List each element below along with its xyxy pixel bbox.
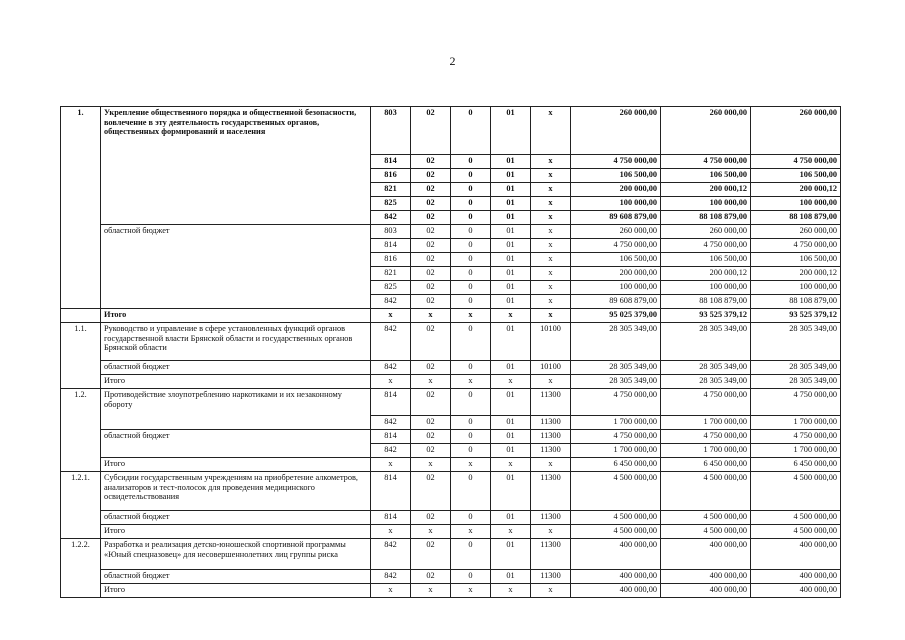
code-cell: 02 bbox=[411, 155, 451, 169]
amount-cell: 6 450 000,00 bbox=[751, 458, 841, 472]
code-cell: 0 bbox=[451, 539, 491, 570]
code-cell: 0 bbox=[451, 361, 491, 375]
amount-cell: 28 305 349,00 bbox=[661, 323, 751, 361]
code-cell: 01 bbox=[491, 389, 531, 416]
code-cell: 842 bbox=[371, 444, 411, 458]
code-cell: 11300 bbox=[531, 416, 571, 430]
code-cell: 01 bbox=[491, 472, 531, 511]
amount-cell: 200 000,12 bbox=[661, 267, 751, 281]
amount-cell: 4 500 000,00 bbox=[751, 472, 841, 511]
amount-cell: 1 700 000,00 bbox=[751, 444, 841, 458]
table-row bbox=[61, 570, 841, 584]
amount-cell: 260 000,00 bbox=[751, 107, 841, 155]
amount-cell: 6 450 000,00 bbox=[571, 458, 661, 472]
amount-cell: 4 500 000,00 bbox=[571, 472, 661, 511]
amount-cell: 100 000,00 bbox=[751, 281, 841, 295]
code-cell: х bbox=[531, 197, 571, 211]
code-cell: 842 bbox=[371, 323, 411, 361]
code-cell: х bbox=[451, 584, 491, 598]
row-number: 1.2.1. bbox=[61, 472, 101, 539]
table-row bbox=[61, 225, 841, 239]
code-cell: 0 bbox=[451, 253, 491, 267]
code-cell: х bbox=[371, 309, 411, 323]
table-row bbox=[61, 107, 841, 155]
code-cell: х bbox=[371, 584, 411, 598]
code-cell: 01 bbox=[491, 416, 531, 430]
code-cell: 01 bbox=[491, 323, 531, 361]
code-cell: 02 bbox=[411, 511, 451, 525]
amount-cell: 88 108 879,00 bbox=[751, 211, 841, 225]
code-cell: 02 bbox=[411, 472, 451, 511]
amount-cell: 106 500,00 bbox=[751, 253, 841, 267]
amount-cell: 4 500 000,00 bbox=[661, 472, 751, 511]
code-cell: 01 bbox=[491, 570, 531, 584]
amount-cell: 4 500 000,00 bbox=[661, 525, 751, 539]
code-cell: 0 bbox=[451, 225, 491, 239]
amount-cell: 4 500 000,00 bbox=[571, 511, 661, 525]
amount-cell: 93 525 379,12 bbox=[661, 309, 751, 323]
code-cell: х bbox=[411, 375, 451, 389]
code-cell: 01 bbox=[491, 361, 531, 375]
amount-cell: 1 700 000,00 bbox=[661, 444, 751, 458]
row-title: областной бюджет bbox=[101, 225, 371, 309]
row-number: 1. bbox=[61, 107, 101, 309]
code-cell: 0 bbox=[451, 570, 491, 584]
code-cell: х bbox=[451, 525, 491, 539]
code-cell: 11300 bbox=[531, 472, 571, 511]
code-cell: 0 bbox=[451, 511, 491, 525]
amount-cell: 93 525 379,12 bbox=[751, 309, 841, 323]
code-cell: 01 bbox=[491, 295, 531, 309]
amount-cell: 260 000,00 bbox=[571, 107, 661, 155]
code-cell: х bbox=[531, 584, 571, 598]
code-cell: 803 bbox=[371, 107, 411, 155]
code-cell: 814 bbox=[371, 511, 411, 525]
amount-cell: 260 000,00 bbox=[661, 107, 751, 155]
code-cell: 0 bbox=[451, 281, 491, 295]
amount-cell: 4 750 000,00 bbox=[571, 430, 661, 444]
code-cell: 01 bbox=[491, 239, 531, 253]
amount-cell: 106 500,00 bbox=[661, 169, 751, 183]
code-cell: 816 bbox=[371, 169, 411, 183]
code-cell: 816 bbox=[371, 253, 411, 267]
amount-cell: 4 750 000,00 bbox=[751, 430, 841, 444]
code-cell: х bbox=[451, 458, 491, 472]
code-cell: 01 bbox=[491, 197, 531, 211]
amount-cell: 100 000,00 bbox=[751, 197, 841, 211]
code-cell: 02 bbox=[411, 107, 451, 155]
amount-cell: 400 000,00 bbox=[751, 539, 841, 570]
code-cell: х bbox=[411, 309, 451, 323]
table-row bbox=[61, 539, 841, 570]
code-cell: 01 bbox=[491, 430, 531, 444]
code-cell: 11300 bbox=[531, 444, 571, 458]
amount-cell: 4 750 000,00 bbox=[661, 430, 751, 444]
code-cell: 02 bbox=[411, 197, 451, 211]
code-cell: 814 bbox=[371, 389, 411, 416]
code-cell: 842 bbox=[371, 416, 411, 430]
row-title: Руководство и управление в сфере установленных функций органов государственной власти Брянской области и государственных органов Брянской области bbox=[101, 323, 371, 361]
code-cell: 01 bbox=[491, 211, 531, 225]
code-cell: 0 bbox=[451, 169, 491, 183]
code-cell: х bbox=[531, 239, 571, 253]
row-number: 1.2. bbox=[61, 389, 101, 472]
code-cell: х bbox=[371, 525, 411, 539]
code-cell: 02 bbox=[411, 211, 451, 225]
amount-cell: 4 750 000,00 bbox=[751, 155, 841, 169]
amount-cell: 4 750 000,00 bbox=[571, 155, 661, 169]
code-cell: 0 bbox=[451, 107, 491, 155]
code-cell: 01 bbox=[491, 539, 531, 570]
amount-cell: 88 108 879,00 bbox=[661, 211, 751, 225]
code-cell: 02 bbox=[411, 361, 451, 375]
amount-cell: 100 000,00 bbox=[571, 197, 661, 211]
amount-cell: 4 750 000,00 bbox=[661, 389, 751, 416]
code-cell: 02 bbox=[411, 430, 451, 444]
amount-cell: 28 305 349,00 bbox=[571, 323, 661, 361]
amount-cell: 100 000,00 bbox=[661, 281, 751, 295]
code-cell: 01 bbox=[491, 253, 531, 267]
row-title: Разработка и реализация детско-юношеской спортивной программы «Юный спецназовец» для несовершеннолетних лиц группы риска bbox=[101, 539, 371, 570]
code-cell: 0 bbox=[451, 183, 491, 197]
code-cell: х bbox=[371, 458, 411, 472]
amount-cell: 28 305 349,00 bbox=[661, 361, 751, 375]
code-cell: х bbox=[531, 525, 571, 539]
code-cell: х bbox=[531, 309, 571, 323]
total-row bbox=[61, 584, 841, 598]
amount-cell: 400 000,00 bbox=[571, 570, 661, 584]
amount-cell: 106 500,00 bbox=[571, 169, 661, 183]
row-number bbox=[61, 309, 101, 323]
amount-cell: 106 500,00 bbox=[661, 253, 751, 267]
amount-cell: 4 750 000,00 bbox=[751, 239, 841, 253]
code-cell: х bbox=[531, 375, 571, 389]
code-cell: 842 bbox=[371, 361, 411, 375]
amount-cell: 28 305 349,00 bbox=[661, 375, 751, 389]
code-cell: 842 bbox=[371, 211, 411, 225]
code-cell: 01 bbox=[491, 183, 531, 197]
code-cell: 0 bbox=[451, 416, 491, 430]
amount-cell: 260 000,00 bbox=[571, 225, 661, 239]
code-cell: 02 bbox=[411, 183, 451, 197]
amount-cell: 200 000,00 bbox=[571, 267, 661, 281]
code-cell: 10100 bbox=[531, 323, 571, 361]
amount-cell: 28 305 349,00 bbox=[751, 361, 841, 375]
amount-cell: 4 500 000,00 bbox=[751, 511, 841, 525]
code-cell: х bbox=[531, 295, 571, 309]
total-row bbox=[61, 458, 841, 472]
code-cell: 0 bbox=[451, 197, 491, 211]
page-number: 2 bbox=[449, 54, 456, 68]
row-number: 1.1. bbox=[61, 323, 101, 389]
code-cell: х bbox=[491, 309, 531, 323]
code-cell: 01 bbox=[491, 107, 531, 155]
code-cell: х bbox=[411, 458, 451, 472]
code-cell: 814 bbox=[371, 155, 411, 169]
code-cell: 01 bbox=[491, 281, 531, 295]
code-cell: 803 bbox=[371, 225, 411, 239]
amount-cell: 100 000,00 bbox=[571, 281, 661, 295]
code-cell: 02 bbox=[411, 281, 451, 295]
code-cell: 842 bbox=[371, 295, 411, 309]
code-cell: 01 bbox=[491, 225, 531, 239]
code-cell: х bbox=[491, 584, 531, 598]
amount-cell: 4 750 000,00 bbox=[571, 389, 661, 416]
amount-cell: 400 000,00 bbox=[661, 570, 751, 584]
code-cell: х bbox=[491, 525, 531, 539]
table-row bbox=[61, 323, 841, 361]
amount-cell: 4 750 000,00 bbox=[661, 239, 751, 253]
amount-cell: 400 000,00 bbox=[571, 584, 661, 598]
row-title: областной бюджет bbox=[101, 511, 371, 525]
table-row bbox=[61, 389, 841, 416]
code-cell: 01 bbox=[491, 444, 531, 458]
code-cell: х bbox=[531, 253, 571, 267]
code-cell: 0 bbox=[451, 267, 491, 281]
code-cell: х bbox=[531, 155, 571, 169]
row-title: Итого bbox=[101, 584, 371, 598]
code-cell: 02 bbox=[411, 570, 451, 584]
code-cell: 01 bbox=[491, 169, 531, 183]
code-cell: х bbox=[491, 458, 531, 472]
amount-cell: 28 305 349,00 bbox=[751, 323, 841, 361]
code-cell: 02 bbox=[411, 169, 451, 183]
amount-cell: 200 000,12 bbox=[661, 183, 751, 197]
amount-cell: 89 608 879,00 bbox=[571, 211, 661, 225]
row-title: областной бюджет bbox=[101, 570, 371, 584]
row-title: Укрепление общественного порядка и общественной безопасности, вовлечение в эту деятельность государственных органов, общественных формирований и населения bbox=[101, 107, 371, 225]
code-cell: 02 bbox=[411, 253, 451, 267]
code-cell: 01 bbox=[491, 511, 531, 525]
code-cell: 825 bbox=[371, 197, 411, 211]
code-cell: х bbox=[531, 183, 571, 197]
amount-cell: 400 000,00 bbox=[751, 570, 841, 584]
code-cell: 11300 bbox=[531, 389, 571, 416]
row-title: Итого bbox=[101, 309, 371, 323]
amount-cell: 260 000,00 bbox=[751, 225, 841, 239]
amount-cell: 28 305 349,00 bbox=[571, 375, 661, 389]
amount-cell: 260 000,00 bbox=[661, 225, 751, 239]
amount-cell: 4 750 000,00 bbox=[751, 389, 841, 416]
code-cell: 0 bbox=[451, 211, 491, 225]
amount-cell: 100 000,00 bbox=[661, 197, 751, 211]
row-title: Итого bbox=[101, 458, 371, 472]
code-cell: 821 bbox=[371, 183, 411, 197]
code-cell: 0 bbox=[451, 155, 491, 169]
amount-cell: 400 000,00 bbox=[571, 539, 661, 570]
code-cell: 02 bbox=[411, 225, 451, 239]
table-row bbox=[61, 511, 841, 525]
code-cell: 02 bbox=[411, 444, 451, 458]
table-row bbox=[61, 472, 841, 511]
code-cell: 11300 bbox=[531, 511, 571, 525]
amount-cell: 1 700 000,00 bbox=[571, 444, 661, 458]
code-cell: 11300 bbox=[531, 570, 571, 584]
amount-cell: 95 025 379,00 bbox=[571, 309, 661, 323]
code-cell: х bbox=[531, 107, 571, 155]
amount-cell: 6 450 000,00 bbox=[661, 458, 751, 472]
amount-cell: 400 000,00 bbox=[751, 584, 841, 598]
code-cell: 02 bbox=[411, 267, 451, 281]
code-cell: 02 bbox=[411, 323, 451, 361]
row-number: 1.2.2. bbox=[61, 539, 101, 598]
row-title: Противодействие злоупотреблению наркотиками и их незаконному обороту bbox=[101, 389, 371, 430]
code-cell: 0 bbox=[451, 444, 491, 458]
amount-cell: 1 700 000,00 bbox=[661, 416, 751, 430]
amount-cell: 88 108 879,00 bbox=[751, 295, 841, 309]
code-cell: 01 bbox=[491, 267, 531, 281]
code-cell: 01 bbox=[491, 155, 531, 169]
amount-cell: 4 500 000,00 bbox=[751, 525, 841, 539]
code-cell: х bbox=[531, 267, 571, 281]
amount-cell: 4 750 000,00 bbox=[661, 155, 751, 169]
code-cell: 814 bbox=[371, 472, 411, 511]
code-cell: 11300 bbox=[531, 430, 571, 444]
amount-cell: 88 108 879,00 bbox=[661, 295, 751, 309]
code-cell: х bbox=[411, 584, 451, 598]
code-cell: 0 bbox=[451, 389, 491, 416]
amount-cell: 200 000,00 bbox=[571, 183, 661, 197]
code-cell: 02 bbox=[411, 389, 451, 416]
code-cell: 11300 bbox=[531, 539, 571, 570]
total-row bbox=[61, 525, 841, 539]
amount-cell: 28 305 349,00 bbox=[751, 375, 841, 389]
table-row bbox=[61, 430, 841, 444]
total-row bbox=[61, 375, 841, 389]
code-cell: х bbox=[371, 375, 411, 389]
code-cell: х bbox=[491, 375, 531, 389]
code-cell: 0 bbox=[451, 239, 491, 253]
code-cell: 02 bbox=[411, 539, 451, 570]
code-cell: 0 bbox=[451, 430, 491, 444]
code-cell: 0 bbox=[451, 472, 491, 511]
code-cell: х bbox=[531, 211, 571, 225]
budget-table bbox=[60, 106, 841, 598]
code-cell: 0 bbox=[451, 323, 491, 361]
code-cell: 842 bbox=[371, 539, 411, 570]
amount-cell: 400 000,00 bbox=[661, 539, 751, 570]
code-cell: х bbox=[451, 375, 491, 389]
code-cell: х bbox=[411, 525, 451, 539]
code-cell: 02 bbox=[411, 295, 451, 309]
amount-cell: 89 608 879,00 bbox=[571, 295, 661, 309]
amount-cell: 106 500,00 bbox=[571, 253, 661, 267]
code-cell: 02 bbox=[411, 239, 451, 253]
code-cell: 02 bbox=[411, 416, 451, 430]
code-cell: х bbox=[451, 309, 491, 323]
amount-cell: 28 305 349,00 bbox=[571, 361, 661, 375]
amount-cell: 4 500 000,00 bbox=[661, 511, 751, 525]
code-cell: 821 bbox=[371, 267, 411, 281]
code-cell: 814 bbox=[371, 239, 411, 253]
amount-cell: 200 000,12 bbox=[751, 183, 841, 197]
code-cell: х bbox=[531, 169, 571, 183]
amount-cell: 4 500 000,00 bbox=[571, 525, 661, 539]
code-cell: 0 bbox=[451, 295, 491, 309]
code-cell: 825 bbox=[371, 281, 411, 295]
amount-cell: 1 700 000,00 bbox=[571, 416, 661, 430]
amount-cell: 4 750 000,00 bbox=[571, 239, 661, 253]
amount-cell: 106 500,00 bbox=[751, 169, 841, 183]
code-cell: х bbox=[531, 281, 571, 295]
amount-cell: 400 000,00 bbox=[661, 584, 751, 598]
total-row bbox=[61, 309, 841, 323]
table-row bbox=[61, 361, 841, 375]
row-title: Итого bbox=[101, 525, 371, 539]
row-title: Итого bbox=[101, 375, 371, 389]
amount-cell: 200 000,12 bbox=[751, 267, 841, 281]
code-cell: х bbox=[531, 458, 571, 472]
code-cell: 10100 bbox=[531, 361, 571, 375]
row-title: областной бюджет bbox=[101, 361, 371, 375]
code-cell: 814 bbox=[371, 430, 411, 444]
row-title: Субсидии государственным учреждениям на приобретение алкометров, анализаторов и тест-полосок для проведения медицинского освидетельствования bbox=[101, 472, 371, 511]
row-title: областной бюджет bbox=[101, 430, 371, 458]
code-cell: х bbox=[531, 225, 571, 239]
code-cell: 842 bbox=[371, 570, 411, 584]
amount-cell: 1 700 000,00 bbox=[751, 416, 841, 430]
